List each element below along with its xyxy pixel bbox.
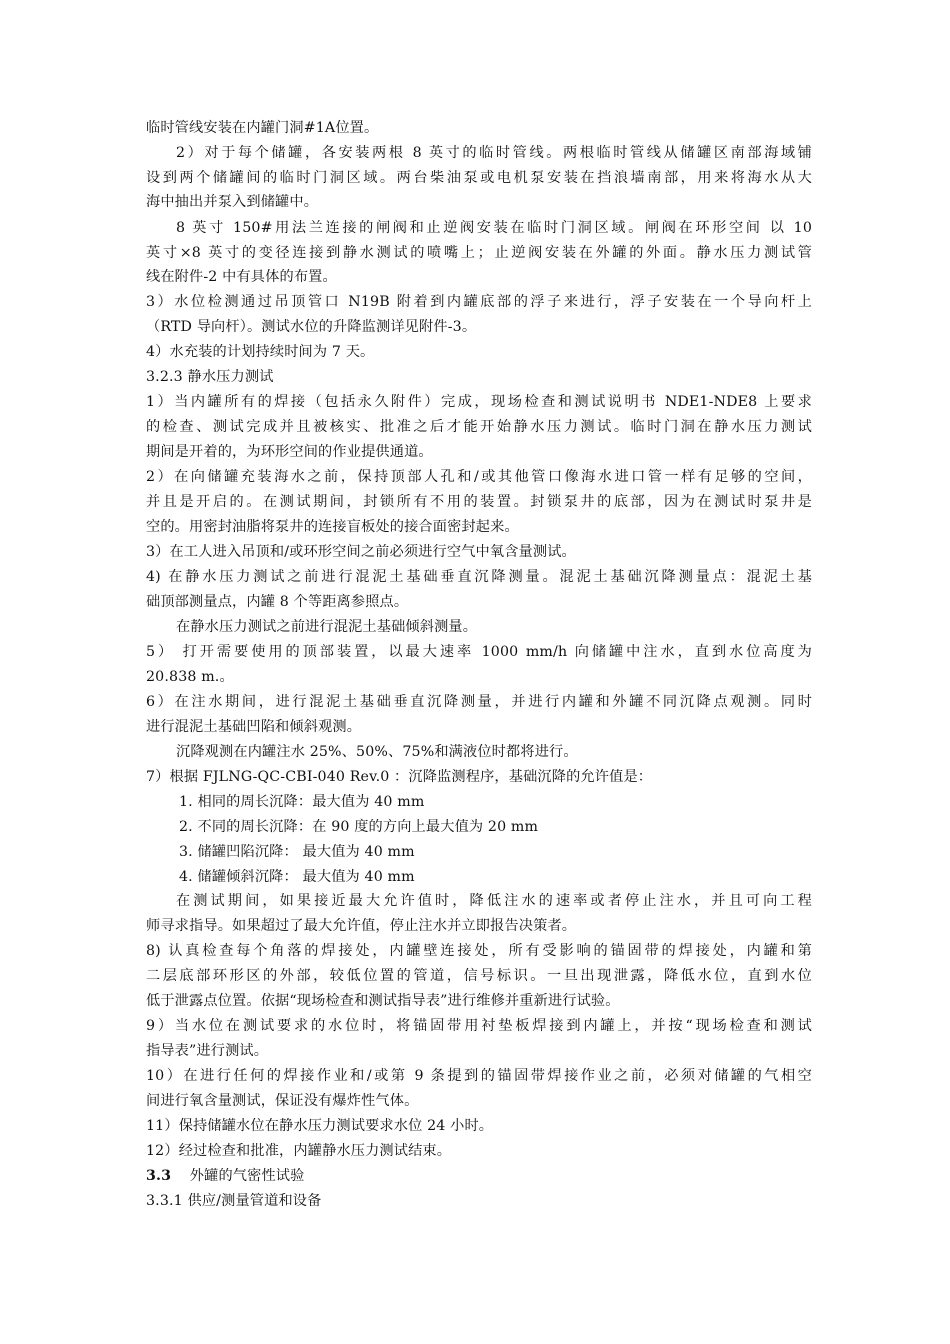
text-line: 3）在工人进入吊顶和/或环形空间之前必须进行空气中氧含量测试。 xyxy=(146,544,576,560)
text-line: 2）对于每个储罐，各安装两根 8 英寸的临时管线。两根临时管线从储罐区南部海域铺 xyxy=(176,145,812,161)
text-line: 20.838 m.。 xyxy=(146,669,234,685)
text-line: 3）水位检测通过吊顶管口 N19B 附着到内罐底部的浮子来进行，浮子安装在一个导向杆上 xyxy=(146,294,812,310)
text-line: 1）当内罐所有的焊接（包括永久附件）完成，现场检查和测试说明书 NDE1-NDE8 上要求 xyxy=(146,394,812,410)
list-item: 2. 不同的周长沉降：在 90 度的方向上最大值为 20 mm xyxy=(179,819,539,835)
section-title: 外罐的气密性试验 xyxy=(189,1168,305,1184)
list-item: 4. 储罐倾斜沉降： 最大值为 40 mm xyxy=(179,869,415,885)
text-line: 英寸×8 英寸的变径连接到静水测试的喷嘴上；止逆阀安装在外罐的外面。静水压力测试管 xyxy=(146,245,812,261)
subsection-heading: 3.3.1 供应/测量管道和设备 xyxy=(146,1193,322,1209)
text-line: 8 英寸 150#用法兰连接的闸阀和止逆阀安装在临时门洞区域。闸阀在环形空间 以 10 xyxy=(176,220,812,236)
text-line: 在静水压力测试之前进行混泥土基础倾斜测量。 xyxy=(176,619,478,635)
section-heading: 3.2.3 静水压力测试 xyxy=(146,369,274,385)
text-line: 的检查、测试完成并且被核实、批准之后才能开始静水压力测试。临时门洞在静水压力测试 xyxy=(146,419,812,435)
text-line: （RTD 导向杆）。测试水位的升降监测详见附件-3。 xyxy=(146,319,477,335)
text-line: 4）水充装的计划持续时间为 7 天。 xyxy=(146,344,375,360)
text-line: 进行混泥土基础凹陷和倾斜观测。 xyxy=(146,719,362,735)
text-line: 间进行氧含量测试，保证没有爆炸性气体。 xyxy=(146,1093,419,1109)
text-line: 指导表”进行测试。 xyxy=(146,1043,269,1059)
text-line: 10）在进行任何的焊接作业和/或第 9 条提到的锚固带焊接作业之前，必须对储罐的气相空 xyxy=(146,1068,812,1084)
text-line: 设到两个储罐间的临时门洞区域。两台柴油泵或电机泵安装在挡浪墙南部，用来将海水从大 xyxy=(146,170,812,186)
text-line: 5） 打开需要使用的顶部装置，以最大速率 1000 mm/h 向储罐中注水，直到水位高度为 xyxy=(146,644,812,660)
text-line: 9）当水位在测试要求的水位时，将锚固带用衬垫板焊接到内罐上，并按“现场检查和测试 xyxy=(146,1018,812,1034)
text-line: 低于泄露点位置。依据“现场检查和测试指导表”进行维修并重新进行试验。 xyxy=(146,993,620,1009)
text-line: 12）经过检查和批准，内罐静水压力测试结束。 xyxy=(146,1143,452,1159)
text-line: 8) 认真检查每个角落的焊接处，内罐壁连接处，所有受影响的锚固带的焊接处，内罐和第 xyxy=(146,943,812,959)
text-line: 础顶部测量点，内罐 8 个等距离参照点。 xyxy=(146,594,409,610)
text-line: 临时管线安装在内罐门洞#1A位置。 xyxy=(146,120,379,136)
list-item: 1. 相同的周长沉降：最大值为 40 mm xyxy=(179,794,425,810)
text-line: 师寻求指导。如果超过了最大允许值，停止注水并立即报告决策者。 xyxy=(146,918,577,934)
text-line: 11）保持储罐水位在静水压力测试要求水位 24 小时。 xyxy=(146,1118,494,1134)
text-line: 期间是开着的，为环形空间的作业提供通道。 xyxy=(146,444,433,460)
text-line: 线在附件-2 中有具体的布置。 xyxy=(146,269,337,285)
text-line: 在测试期间，如果接近最大允许值时，降低注水的速率或者停止注水，并且可向工程 xyxy=(176,893,812,909)
text-line: 二层底部环形区的外部，较低位置的管道，信号标识。一旦出现泄露，降低水位，直到水位 xyxy=(146,968,812,984)
text-line: 海中抽出并泵入到储罐中。 xyxy=(146,194,319,210)
text-line: 6）在注水期间，进行混泥土基础垂直沉降测量，并进行内罐和外罐不同沉降点观测。同时 xyxy=(146,694,812,710)
text-line: 并且是开启的。在测试期间，封锁所有不用的装置。封锁泵井的底部，因为在测试时泵井是 xyxy=(146,494,812,510)
list-item: 3. 储罐凹陷沉降： 最大值为 40 mm xyxy=(179,844,415,860)
text-line: 沉降观测在内罐注水 25%、50%、75%和满液位时都将进行。 xyxy=(176,744,578,760)
text-line: 4) 在静水压力测试之前进行混泥土基础垂直沉降测量。混泥土基础沉降测量点：混泥土基 xyxy=(146,569,812,585)
text-line: 空的。用密封油脂将泵井的连接盲板处的接合面密封起来。 xyxy=(146,519,519,535)
text-line: 7）根据 FJLNG-QC-CBI-040 Rev.0 ：沉降监测程序，基础沉降的允许值是： xyxy=(146,769,653,785)
section-number: 3.3 xyxy=(146,1168,172,1184)
section-heading xyxy=(146,1164,812,1188)
text-line: 2）在向储罐充装海水之前，保持顶部人孔和/或其他管口像海水进口管一样有足够的空间， xyxy=(146,469,812,485)
